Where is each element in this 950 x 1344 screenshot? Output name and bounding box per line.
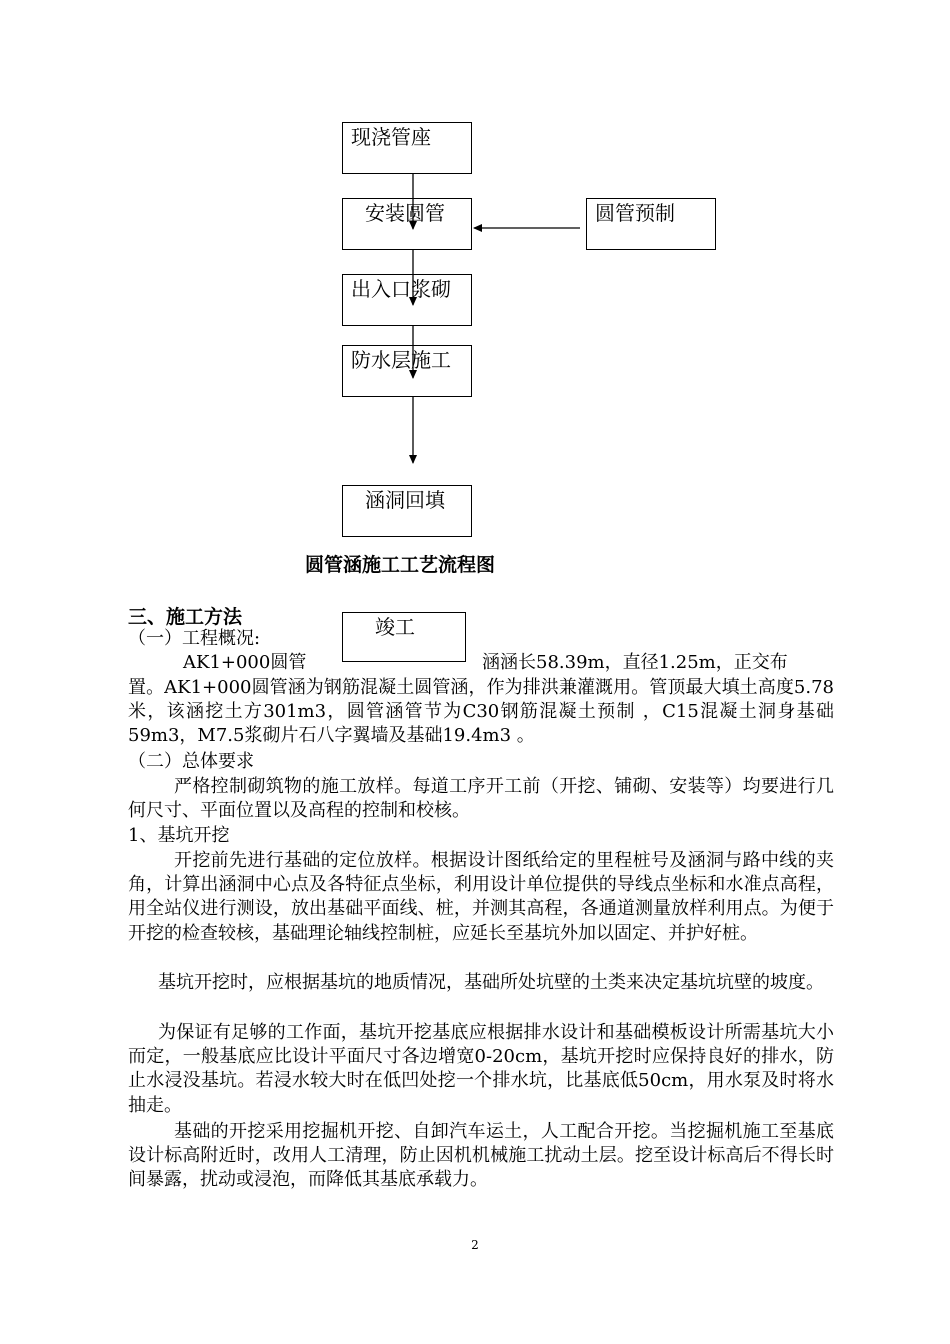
flow-step-label: 安装圆管 [365, 201, 445, 225]
paragraph-overview-start: AK1+000圆管 [183, 652, 307, 673]
flowchart-caption: 圆管涵施工工艺流程图 [305, 554, 496, 576]
flow-step-inlet-outlet-masonry [342, 274, 472, 326]
paragraph-excavation-3: 为保证有足够的工作面，基坑开挖基底应根据排水设计和基础模板设计所需基坑大小而定，一般基底应比设计平面尺寸各边增宽0-20cm，基坑开挖时应保持良好的排水，防止水浸没基坑。若浸水较大时在低凹处挖一个排水坑，比基底低50cm，用水泵及时将水抽走。 [128, 1022, 834, 1116]
flow-step-label: 现浇管座 [351, 125, 431, 149]
flow-step-label: 竣工 [375, 615, 415, 639]
flow-step-waterproofing [342, 345, 472, 397]
flow-step-completion [342, 612, 466, 662]
flow-step-label: 出入口浆砌 [351, 277, 451, 301]
flow-step-label: 涵洞回填 [365, 488, 445, 512]
paragraph-general-requirements: 严格控制砌筑物的施工放样。每道工序开工前（开挖、铺砌、安装等）均要进行几何尺寸、平面位置以及高程的控制和校核。 [128, 776, 834, 822]
subheading-overview: （一）工程概况: [128, 628, 261, 649]
paragraph-excavation-2: 基坑开挖时，应根据基坑的地质情况，基础所处坑壁的土类来决定基坑坑壁的坡度。 [158, 972, 824, 993]
flow-step-label: 防水层施工 [351, 348, 451, 372]
paragraph-excavation-1: 开挖前先进行基础的定位放样。根据设计图纸给定的里程桩号及涵洞与路中线的夹角，计算出涵洞中心点及各特征点坐标，利用设计单位提供的导线点坐标和水准点高程，用全站仪进行测设，放出基础平面线、桩，并测其高程，各通道测量放样利用点。为便于开挖的检查较核，基础理论轴线控制桩，应延长至基坑外加以固定、并护好桩。 [128, 850, 834, 944]
subheading-foundation-excavation: 1、基坑开挖 [128, 825, 230, 846]
flow-step-cast-pipe-seat [342, 122, 472, 174]
flow-step-backfill [342, 485, 472, 537]
subheading-general-requirements: （二）总体要求 [128, 751, 254, 772]
paragraph-excavation-4: 基础的开挖采用挖掘机开挖、自卸汽车运土，人工配合开挖。当挖掘机施工至基底设计标高附近时，改用人工清理，防止因机机械施工扰动土层。挖至设计标高后不得长时间暴露，扰动或浸泡，而降低其基底承载力。 [128, 1121, 834, 1191]
flow-step-label: 圆管预制 [595, 201, 675, 225]
flow-step-install-pipe [342, 198, 472, 250]
section-heading: 三、施工方法 [128, 606, 243, 628]
flow-step-prefab-pipe [586, 198, 716, 250]
page-number: 2 [471, 1238, 479, 1252]
paragraph-overview-end: 涵涵长58.39m，直径1.25m，正交布 [482, 652, 788, 673]
paragraph-overview-rest: 置。AK1+000圆管涵为钢筋混凝土圆管涵，作为排洪兼灌溉用。管顶最大填土高度5.78米，该涵挖土方301m3，圆管涵管节为C30钢筋混凝土预制 ，C15混凝土洞身基础59m3，M7.5浆砌片石八字翼墙及基础19.4m3 。 [128, 677, 834, 747]
